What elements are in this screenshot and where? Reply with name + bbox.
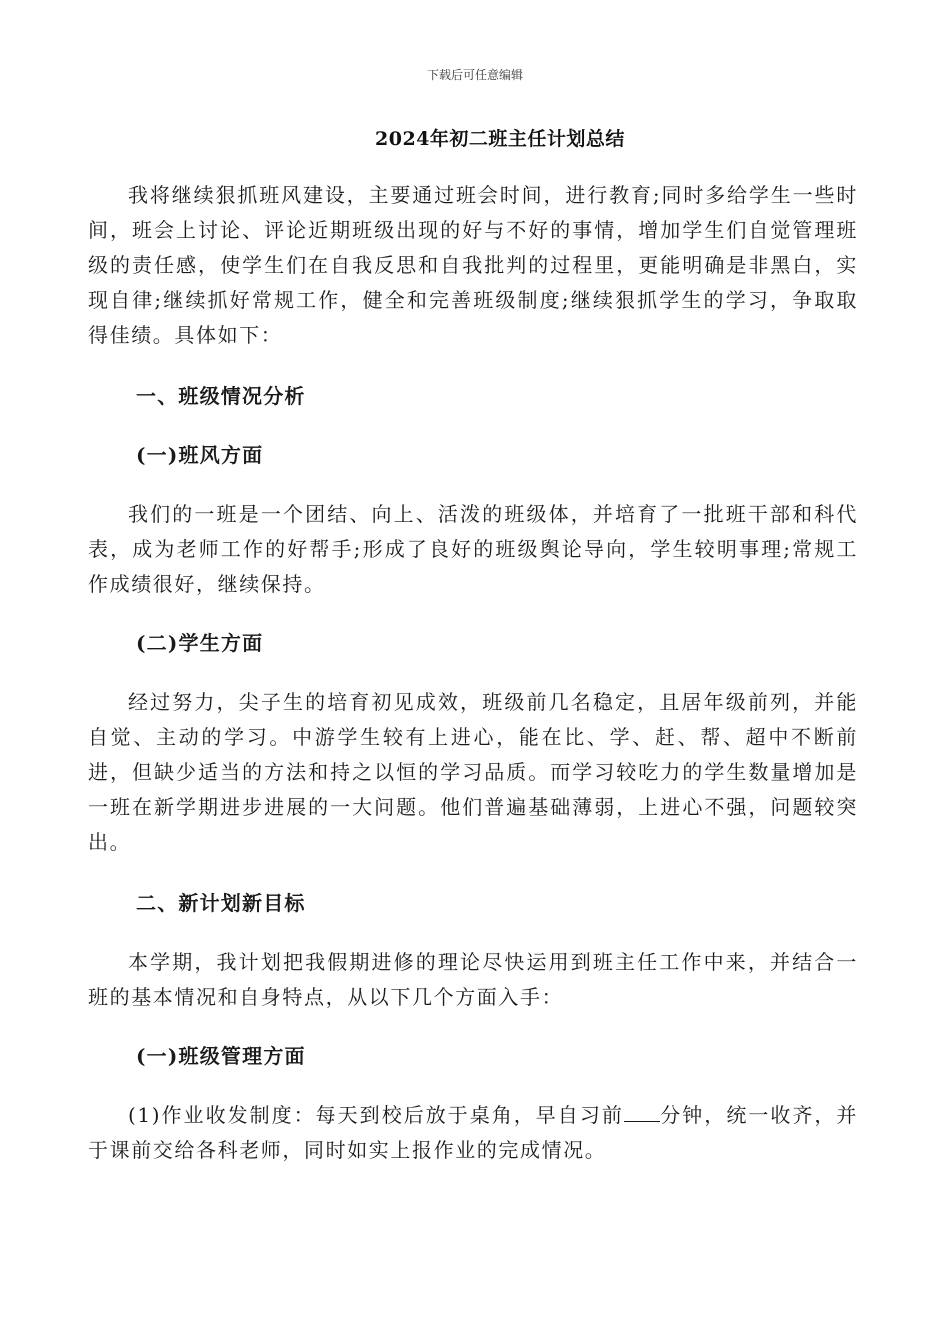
section-1-heading: 一、班级情况分析 xyxy=(136,384,306,408)
section-2-paragraph: 本学期，我计划把我假期进修的理论尽快运用到班主任工作中来，并结合一班的基本情况和自身特点，从以下几个方面入手： xyxy=(88,950,858,1009)
section-1-sub-2-paragraph: 经过努力，尖子生的培育初见成效，班级前几名稳定，且居年级前列，并能自觉、主动的学习。中游学生较有上进心，能在比、学、赶、帮、超中不断前进，但缺少适当的方法和持之以恒的学习品质。而学习较吃力的学生数量增加是一班在新学期进步进展的一大问题。他们普遍基础薄弱，上进心不强，问题较突出。 xyxy=(88,690,858,854)
section-1-sub-2-heading: (二)学生方面 xyxy=(136,631,264,655)
section-1-sub-1-heading: (一)班风方面 xyxy=(136,443,264,467)
document-title: 2024年初二班主任计划总结 xyxy=(375,128,625,150)
fill-in-blank xyxy=(624,1103,660,1122)
section-1-sub-1-paragraph: 我们的一班是一个团结、向上、活泼的班级体，并培育了一批班干部和科代表，成为老师工作的好帮手;形成了良好的班级舆论导向，学生较明事理;常规工作成绩很好，继续保持。 xyxy=(88,502,858,596)
section-2-sub-1-heading: (一)班级管理方面 xyxy=(136,1044,306,1068)
document-body xyxy=(88,178,858,1168)
item-1-text-after: 分钟，统一收齐，并于课前交给各科老师，同时如实上报作业的完成情况。 xyxy=(88,1103,858,1162)
section-2-heading: 二、新计划新目标 xyxy=(136,891,306,915)
header-note: 下载后可任意编辑 xyxy=(426,68,523,82)
item-1-text-before: (1)作业收发制度：每天到校后放于桌角，早自习前 xyxy=(128,1103,624,1127)
intro-paragraph: 我将继续狠抓班风建设，主要通过班会时间，进行教育;同时多给学生一些时间，班会上讨论、评论近期班级出现的好与不好的事情，增加学生们自觉管理班级的责任感，使学生们在自我反思和自我批判的过程里，更能明确是非黑白，实现自律;继续抓好常规工作，健全和完善班级制度;继续狠抓学生的学习，争取取得佳绩。具体如下： xyxy=(88,183,858,347)
section-2-item-1-paragraph xyxy=(88,1098,858,1168)
